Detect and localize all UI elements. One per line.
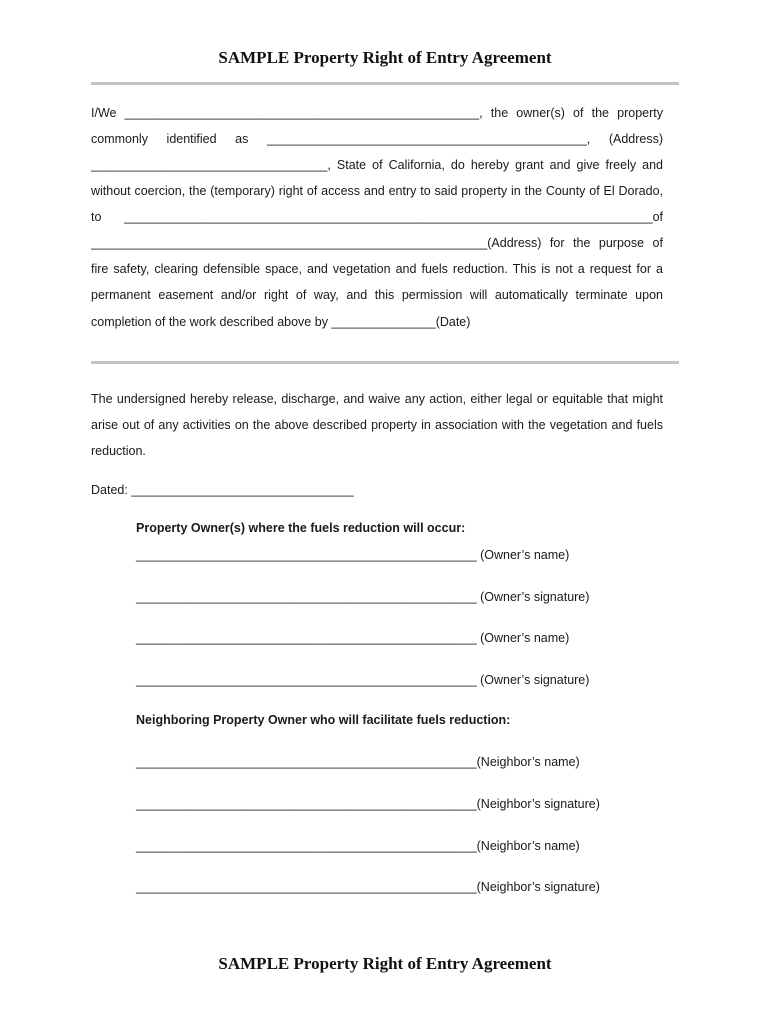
owner-name-line: _________________________________________________ (Owner’s name) (136, 631, 570, 645)
document-title: SAMPLE Property Right of Entry Agreement (218, 48, 552, 67)
neighbor-heading: Neighboring Property Owner who will facilitate fuels reduction: (136, 713, 511, 727)
owners-heading: Property Owner(s) where the fuels reduction will occur: (136, 521, 466, 535)
state-line: __________________________________, State of California, do hereby grant and give freely and (91, 158, 663, 172)
owner-name-line: _________________________________________________ (Owner’s name) (136, 548, 570, 562)
completion-date-line: completion of the work described above by _______________(Date) (91, 315, 471, 329)
neighbor-name-line: _________________________________________________(Neighbor’s name) (136, 839, 580, 853)
neighbor-signature-line: _________________________________________________(Neighbor’s signature) (136, 880, 600, 894)
grantee-line: to ____________________________________________________________________________of (91, 210, 663, 224)
release-line: The undersigned hereby release, discharge, and waive any action, either legal or equitable that might (91, 392, 663, 406)
top-divider (91, 82, 679, 85)
purpose-line: fire safety, clearing defensible space, and vegetation and fuels reduction. This is not a request for a (91, 262, 663, 276)
release-line: reduction. (91, 444, 146, 458)
middle-divider (91, 361, 679, 364)
easement-line: permanent easement and/or right of way, and this permission will automatically terminate upon (91, 288, 663, 302)
dated-line: Dated: ________________________________ (91, 483, 354, 497)
release-line: arise out of any activities on the above described property in association with the vegetation and fuels (91, 418, 663, 432)
grantor-line: I/We ___________________________________________________, the owner(s) of the property (91, 106, 663, 120)
neighbor-signature-line: _________________________________________________(Neighbor’s signature) (136, 797, 600, 811)
grant-text-line: without coercion, the (temporary) right of access and entry to said property in the County of El Dorado, (91, 184, 663, 198)
address-line: commonly identified as ______________________________________________, (Address) (91, 132, 663, 146)
neighbor-name-line: _________________________________________________(Neighbor’s name) (136, 755, 580, 769)
owner-signature-line: _________________________________________________ (Owner’s signature) (136, 590, 590, 604)
owner-signature-line: _________________________________________________ (Owner’s signature) (136, 673, 590, 687)
grantee-address-line: _________________________________________________________(Address) for the purpose of (91, 236, 663, 250)
footer-title: SAMPLE Property Right of Entry Agreement (218, 954, 552, 973)
